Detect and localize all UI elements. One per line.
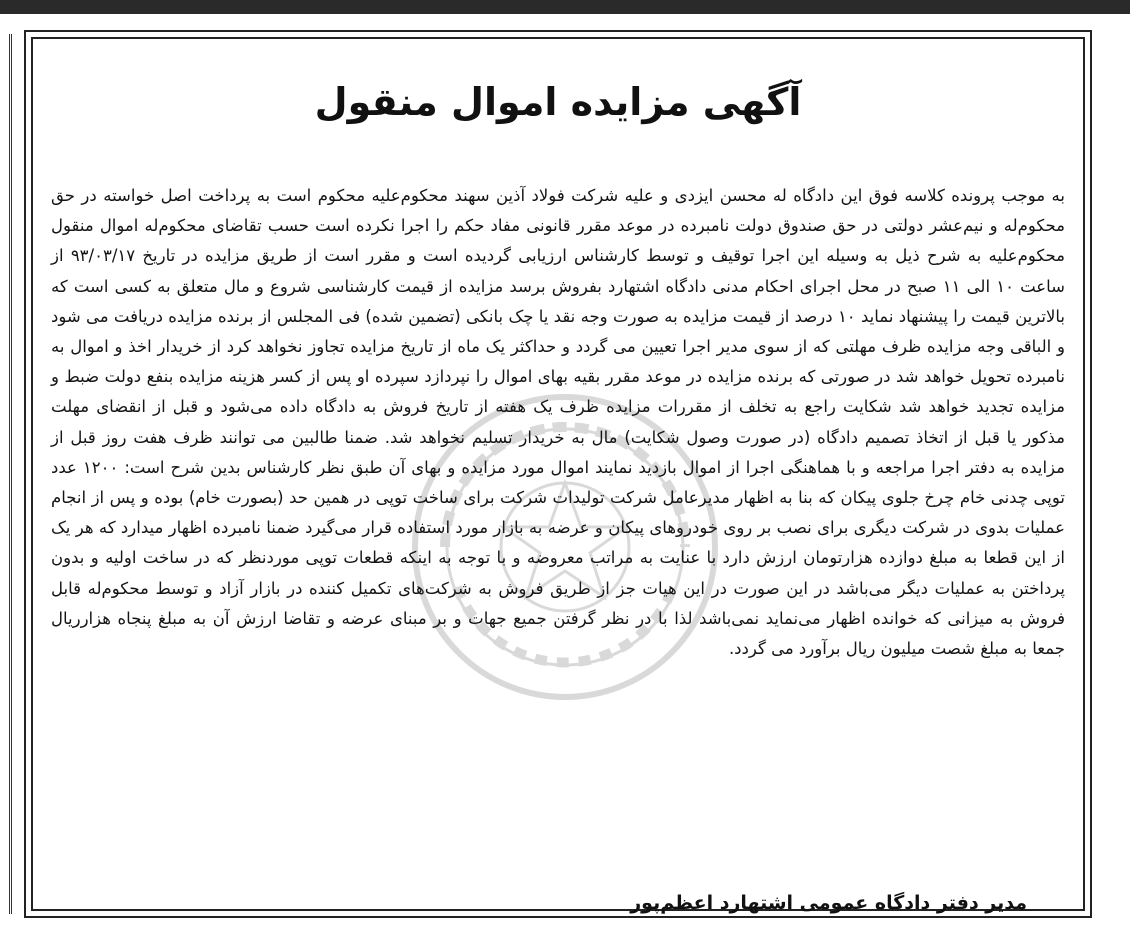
notice-frame-inner	[31, 37, 1085, 914]
notice-frame	[24, 30, 1092, 918]
header-bar	[0, 0, 1130, 14]
notice-signature: مدیر دفتر دادگاه عمومی اشتهارد اعظم‌پور	[630, 892, 1027, 914]
adjacent-column-border	[0, 34, 12, 914]
notice-body-text: به موجب پرونده کلاسه فوق این دادگاه له محسن ایزدی و علیه شرکت فولاد آذین سهند محکوم‌علیه محکوم است به پرداخت اصل خواسته در حق محکوم‌له و نیم‌عشر دولتی در حق صندوق دولت نامبرده در موعد مقرر قانونی مفاد حکم را اجرا نکرده است حسب تقاضای محکوم‌له اموال منقول محکوم‌علیه به شرح ذیل به وسیله این اجرا توقیف و توسط کارشناس ارزیابی گردیده است و مقرر است از طریق مزایده در تاریخ ۹۳/۰۳/۱۷ از ساعت ۱۰ الی ۱۱ صبح در محل اجرای احکام مدنی دادگاه اشتهارد بفروش برسد مزایده از قیمت کارشناسی شروع و مال متعلق به کسی است که بالاترین قیمت را پیشنهاد نماید ۱۰ درصد از قیمت مزایده به صورت وجه نقد یا چک بانکی (تضمین شده) فی المجلس از برنده مزایده دریافت می شود و الباقی وجه مزایده ظرف مهلتی که از سوی مدیر اجرا تعیین می گردد و حداکثر یک ماه از تاریخ مزایده تجاوز نخواهد کرد از خریدار اخذ و اموال به نامبرده تحویل خواهد شد در صورتی که برنده مزایده در موعد مقرر بقیه بهای اموال را نپردازد سپرده او پس از کسر هزینه مزایده بنفع دولت ضبط و مزایده تجدید خواهد شد شکایت راجع به تخلف از مقررات مزایده ظرف یک هفته از تاریخ فروش به دادگاه داده می‌شود و قبل از انقضای مهلت مذکور یا قبل از اتخاذ تصمیم دادگاه (در صورت وصول شکایت) مال به خریدار تسلیم نخواهد شد. ضمنا طالبین می توانند ظرف هفت روز قبل از مزایده به دفتر اجرا مراجعه و با هماهنگی اجرا از اموال بازدید نمایند اموال مورد مزایده و بهای آن طبق نظر کارشناس بدین شرح است: ۱۲۰۰ عدد توپی چدنی خام چرخ جلوی پیکان که بنا به اظهار مدیرعامل شرکت تولیدات شرکت برای ساخت توپی در همین حد (بصورت خام) بوده و پس از انجام عملیات بدوی در شرکت دیگری برای نصب بر روی خودروهای پیکان و عرضه به بازار مورد استفاده قرار می‌گیرد ضمنا نامبرده اظهار میدارد که هر یک از این قطعا به مبلغ دوازده هزارتومان ارزش دارد با عنایت به مراتب معروضه و با توجه به اینکه قطعات توپی موردنظر که در ساخت اولیه و بدون پرداختن به عملیات دیگر می‌باشد در این صورت در این هیات جز از طریق فروش به شرکت‌های تکمیل کننده در بازار آزاد و توسط محکوم‌له قابل فروش به میزانی که خوانده اظهار می‌نماید نمی‌باشد لذا با در نظر گرفتن جمیع جهات و بر مبنای عرضه و تقاضا ارزش آن به مبلغ پنجاه هزارریال جمعا به مبلغ شصت میلیون ریال برآورد می گردد.	[51, 186, 1065, 659]
notice-title: آگهی مزایده اموال منقول	[314, 80, 802, 124]
